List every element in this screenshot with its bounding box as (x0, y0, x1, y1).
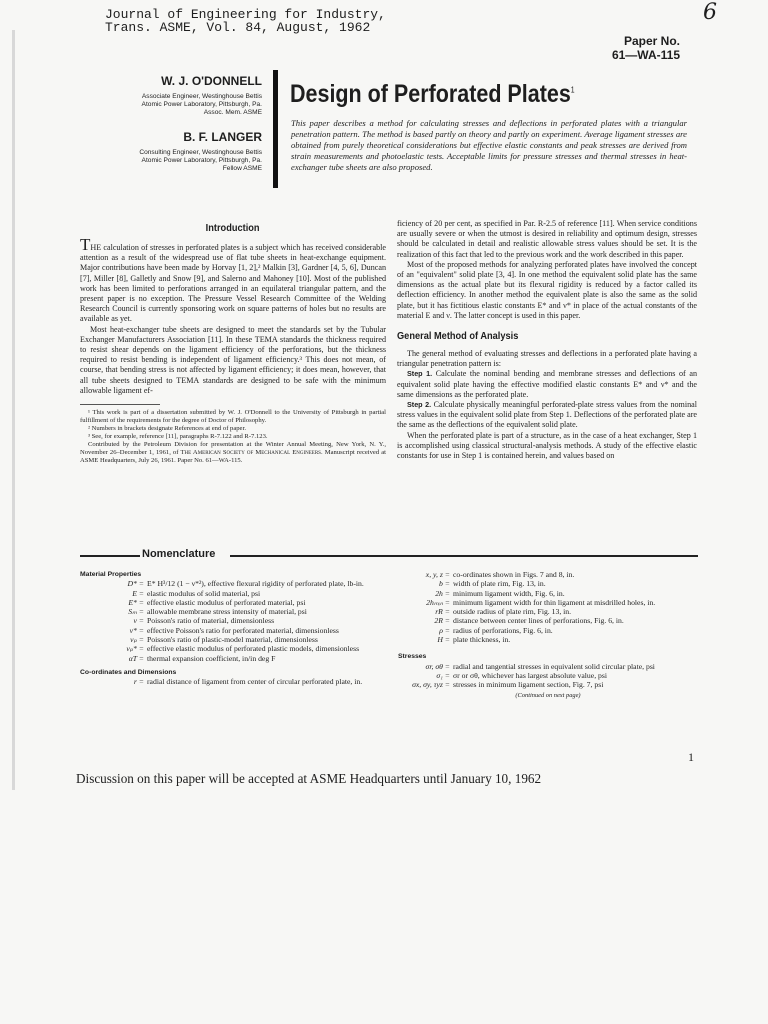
symbol: r = (133, 677, 144, 687)
definition: minimum ligament width for thin ligament at misdrilled holes, in. (453, 597, 656, 607)
nomenclature-right (398, 570, 698, 700)
nomenclature-entry (398, 662, 698, 671)
step-1-label: Step 1. (407, 369, 433, 379)
step-2-label: Step 2. (407, 400, 432, 410)
introduction-heading: Introduction (206, 222, 260, 234)
society-name: The American Society of Mechanical Engineers (180, 449, 321, 457)
nomenclature-entry (80, 635, 384, 644)
journal-citation (105, 8, 386, 34)
journal-line-2: Trans. ASME, Vol. 84, August, 1962 (105, 20, 371, 35)
nomenclature-title: Nomenclature (142, 548, 216, 560)
intro-paragraph-1-text: calculation of stresses in perforated plates is a subject which has received considerable attention as a result of the widespread use of flat tube sheets in heat-exchange equipment. Major contributions have been made by Horvay [1, 2],² Malkin [3], Gardner [4, 5, 6], Duncan [7], Miller [8], Galletly and Snow [9], and Salerno and Mahoney [10]. Most of the published work has been limited to perforations arranged in an equilateral triangular pattern, and the present paper is no exception. The Pressure Vessel Research Committee of the Welding Research Council is currently sponsoring work on square patterns of holes but no results are available as yet. (80, 243, 386, 324)
definition: effective elastic modulus of perforated material, psi (147, 597, 306, 607)
footnote-2: ² Numbers in brackets designate References at end of paper. (88, 425, 246, 433)
definition: effective elastic modulus of perforated plastic models, dimensionless (147, 644, 360, 654)
symbol: E* = (128, 597, 144, 607)
definition: distance between center lines of perforations, Fig. 6, in. (453, 616, 624, 626)
symbol: ρ = (439, 625, 450, 635)
material-properties-heading: Material Properties (80, 571, 142, 578)
method-step-2 (397, 400, 697, 431)
paper-title-text: Design of Perforated Plates (290, 80, 571, 108)
paper-number (560, 34, 680, 62)
general-method-heading: General Method of Analysis (397, 330, 519, 343)
symbol: Sₘ = (128, 607, 144, 617)
affiliation-line: Assoc. Mem. ASME (203, 109, 262, 116)
drop-cap: T (80, 235, 91, 254)
paper-number-value: 61—WA-115 (611, 48, 680, 62)
nomenclature-entry (398, 635, 698, 644)
nomenclature-entry (398, 616, 698, 625)
definition: E* H³/12 (1 − ν*²), effective flexural rigidity of perforated plate, lb-in. (147, 579, 364, 589)
footnote-3: ³ See, for example, reference [11], paragraphs R-7.122 and R-7.123. (88, 433, 268, 441)
author-name: B. F. LANGER (183, 130, 262, 144)
continued-note: (Continued on next page) (515, 691, 581, 699)
page-number: 1 (688, 750, 694, 764)
definition: co-ordinates shown in Figs. 7 and 8, in. (453, 570, 575, 579)
nomenclature-rule-right (230, 555, 698, 557)
symbol: νₚ = (130, 635, 144, 645)
definition: radius of perforations, Fig. 6, in. (453, 625, 553, 635)
affiliation-line: Atomic Power Laboratory, Pittsburgh, Pa. (141, 101, 262, 108)
definition: σr or σθ, whichever has largest absolute value, psi (453, 670, 608, 680)
paper-title (290, 80, 575, 109)
step-1-text: Calculate the nominal bending and membrane stresses and deflections of an equivalent solid plate having the effective modified elastic constants E* and ν* and the same dimensions as the perforated plate. (397, 369, 697, 399)
nomenclature-entry (398, 607, 698, 616)
nomenclature-entry (398, 680, 698, 689)
symbol: νₚ* = (126, 644, 144, 654)
abstract: This paper describes a method for calculating stresses and deflections in perforated plates with a triangular penetration pattern. The method is based partly on theory and partly on experiment. Average ligament stresses are obtained from purely theoretical considerations but effective elastic constants and peak stresses are derived from strain measurements and photoelastic tests. Acceptable limits for pressure stresses and thermal stresses in heat-exchanger tube sheets are also proposed. (291, 118, 687, 172)
contribution-note (80, 441, 386, 465)
nomenclature-entry (80, 644, 384, 653)
nomenclature-entry (80, 589, 384, 598)
nomenclature-entry (80, 677, 384, 686)
symbol: x, y, z = (425, 570, 450, 579)
general-method-text (397, 349, 697, 461)
intro-first-word: HE (90, 243, 102, 252)
intro-paragraph-3: ficiency of 20 per cent, as specified in Par. R-2.5 of reference [11]. When service conditions are usually severe or when the utmost is desired in reliability and optimum design, stresses should be calculated in detail and realistic allowable stress values should be set. It is the realization of this fact that led to the previous work and the work described in this paper. (397, 219, 697, 259)
definition: Poisson's ratio of plastic-model material, dimensionless (147, 635, 318, 645)
nomenclature-rule-left (80, 555, 140, 557)
author-name: W. J. O'DONNELL (161, 74, 262, 88)
nomenclature-entry (398, 589, 698, 598)
symbol: ν* = (129, 625, 144, 635)
intro-paragraph-2: Most heat-exchanger tube sheets are designed to meet the standards set by the Tubular Exchanger Manufacturers Association [11]. In these TEMA standards the thickness required to resist shear depends on the ligament efficiency of the perforations, but the thickness required to resist bending is independent of ligament efficiency.³ This does not mean, of course, that bending stress is not affected by ligament efficiency; it does mean, however, that all tube sheets designed to TEMA standards are designed to be safe with the minimum allowable ligament ef- (80, 324, 386, 395)
symbol: b = (439, 579, 450, 589)
method-intro: The general method of evaluating stresses and deflections in a perforated plate having a triangular penetration pattern is: (397, 349, 697, 369)
affiliation-line: Consulting Engineer, Westinghouse Bettis (139, 149, 262, 156)
nomenclature-left (80, 570, 384, 687)
nomenclature-entry (80, 616, 384, 625)
affiliation-line: Associate Engineer, Westinghouse Bettis (141, 93, 262, 100)
affiliation-line: Atomic Power Laboratory, Pittsburgh, Pa. (141, 157, 262, 164)
footnote-1: ¹ This work is part of a dissertation submitted by W. J. O'Donnell to the University of Pittsburgh in partial fulfillment of the requirements for the degree of Doctor of Philosophy. (80, 409, 386, 425)
title-footnote-marker: 1 (570, 85, 575, 95)
symbol: H = (437, 635, 450, 645)
symbol: αT = (128, 653, 144, 663)
method-step-1 (397, 369, 697, 400)
definition: stresses in minimum ligament section, Fig. 7, psi (453, 680, 604, 690)
definition: plate thickness, in. (453, 635, 511, 645)
symbol: 2h = (435, 588, 450, 598)
author-affiliation (90, 149, 262, 173)
definition: radial distance of ligament from center of circular perforated plate, in. (147, 677, 363, 687)
left-column (80, 200, 386, 465)
right-column-text (397, 219, 697, 321)
paper-number-label: Paper No. (623, 34, 680, 48)
affiliation-line: Fellow ASME (222, 165, 262, 172)
author-affiliation (90, 93, 262, 117)
stresses-heading: Stresses (398, 653, 427, 661)
nomenclature-entry (398, 570, 698, 579)
definition: radial and tangential stresses in equivalent solid circular plate, psi (453, 661, 655, 671)
footnotes (80, 409, 386, 465)
scan-edge (12, 30, 15, 790)
discussion-notice: Discussion on this paper will be accepted at ASME Headquarters until January 10, 1962 (76, 771, 542, 786)
nomenclature-entry (398, 626, 698, 635)
definition: minimum ligament width, Fig. 6, in. (453, 588, 565, 598)
definition: allowable membrane stress intensity of material, psi (147, 607, 307, 617)
definition: width of plate rim, Fig. 13, in. (453, 579, 546, 589)
definition: effective Poisson's ratio for perforated material, dimensionless (147, 625, 339, 635)
symbol: rR = (435, 607, 450, 617)
nomenclature-entry (80, 579, 384, 588)
material-properties-list (80, 579, 384, 663)
nomenclature-entry (398, 598, 698, 607)
author-block-2 (90, 130, 262, 173)
definition: thermal expansion coefficient, in/in deg F (147, 653, 276, 663)
definition: Poisson's ratio of material, dimensionless (147, 616, 275, 626)
handwritten-mark: 6 (703, 0, 717, 25)
symbol: D* = (127, 579, 144, 589)
symbol: 2R = (434, 616, 450, 626)
symbol: σx, σy, τyz = (412, 680, 450, 690)
footnote-rule (80, 404, 160, 405)
symbol: E = (132, 588, 144, 598)
author-block-1 (90, 74, 262, 117)
intro-paragraph-4: Most of the proposed methods for analyzing perforated plates have involved the concept of an "equivalent" solid plate [3, 4]. In one method the equivalent solid plate has the same dimensions as the actual plate but its flexural rigidity is reduced by a factor called its deflection efficiency. In another method the equivalent plate is also the same as the solid plate, but it has fictitious elastic constants E* and ν* in place of the actual constants of the material E and ν. The latter concept is used in this paper. (397, 259, 697, 320)
definition: elastic modulus of solid material, psi (147, 588, 261, 598)
method-paragraph-last: When the perforated plate is part of a structure, as in the case of a heat exchanger, Step 1 is accomplished using classical structural-analysis methods. A study of the effective elastic constants for use in Step 1 is contained herein, and values based on (397, 430, 697, 461)
step-2-text: Calculate physically meaningful perforated-plate stress values from the nominal stress values in the equivalent solid plate from Step 1. Deflections of the perforated plate are the same as the deflections of the equivalent solid plate. (397, 400, 697, 430)
nomenclature-entry (80, 654, 384, 663)
coordinates-heading: Co-ordinates and Dimensions (80, 668, 177, 676)
definition: outside radius of plate rim, Fig. 13, in. (453, 607, 572, 617)
symbol: 2hₘᵢₙ = (426, 597, 450, 607)
nomenclature-entry (398, 579, 698, 588)
nomenclature-entry (80, 598, 384, 607)
contribution-after: . Manuscript received at ASME Headquarters, July 26, 1961. Paper No. 61—WA-115. (80, 449, 386, 465)
journal-line-1: Journal of Engineering for Industry, (105, 7, 386, 22)
intro-paragraph-1 (80, 235, 386, 325)
symbol: ν = (133, 616, 144, 626)
symbol: σ₁ = (436, 670, 450, 680)
nomenclature-entry (80, 626, 384, 635)
symbol: σr, σθ = (425, 661, 450, 671)
introduction-text (80, 235, 386, 396)
right-column (397, 219, 697, 461)
title-rule (273, 70, 278, 188)
nomenclature-entry (398, 671, 698, 680)
contribution-before: Contributed by the Petroleum Division for presentation at the Winter Annual Meeting, New York, N. Y., November 26–December 1, 1961, of (80, 441, 386, 457)
nomenclature-entry (80, 607, 384, 616)
nomenclature-header (80, 548, 698, 562)
